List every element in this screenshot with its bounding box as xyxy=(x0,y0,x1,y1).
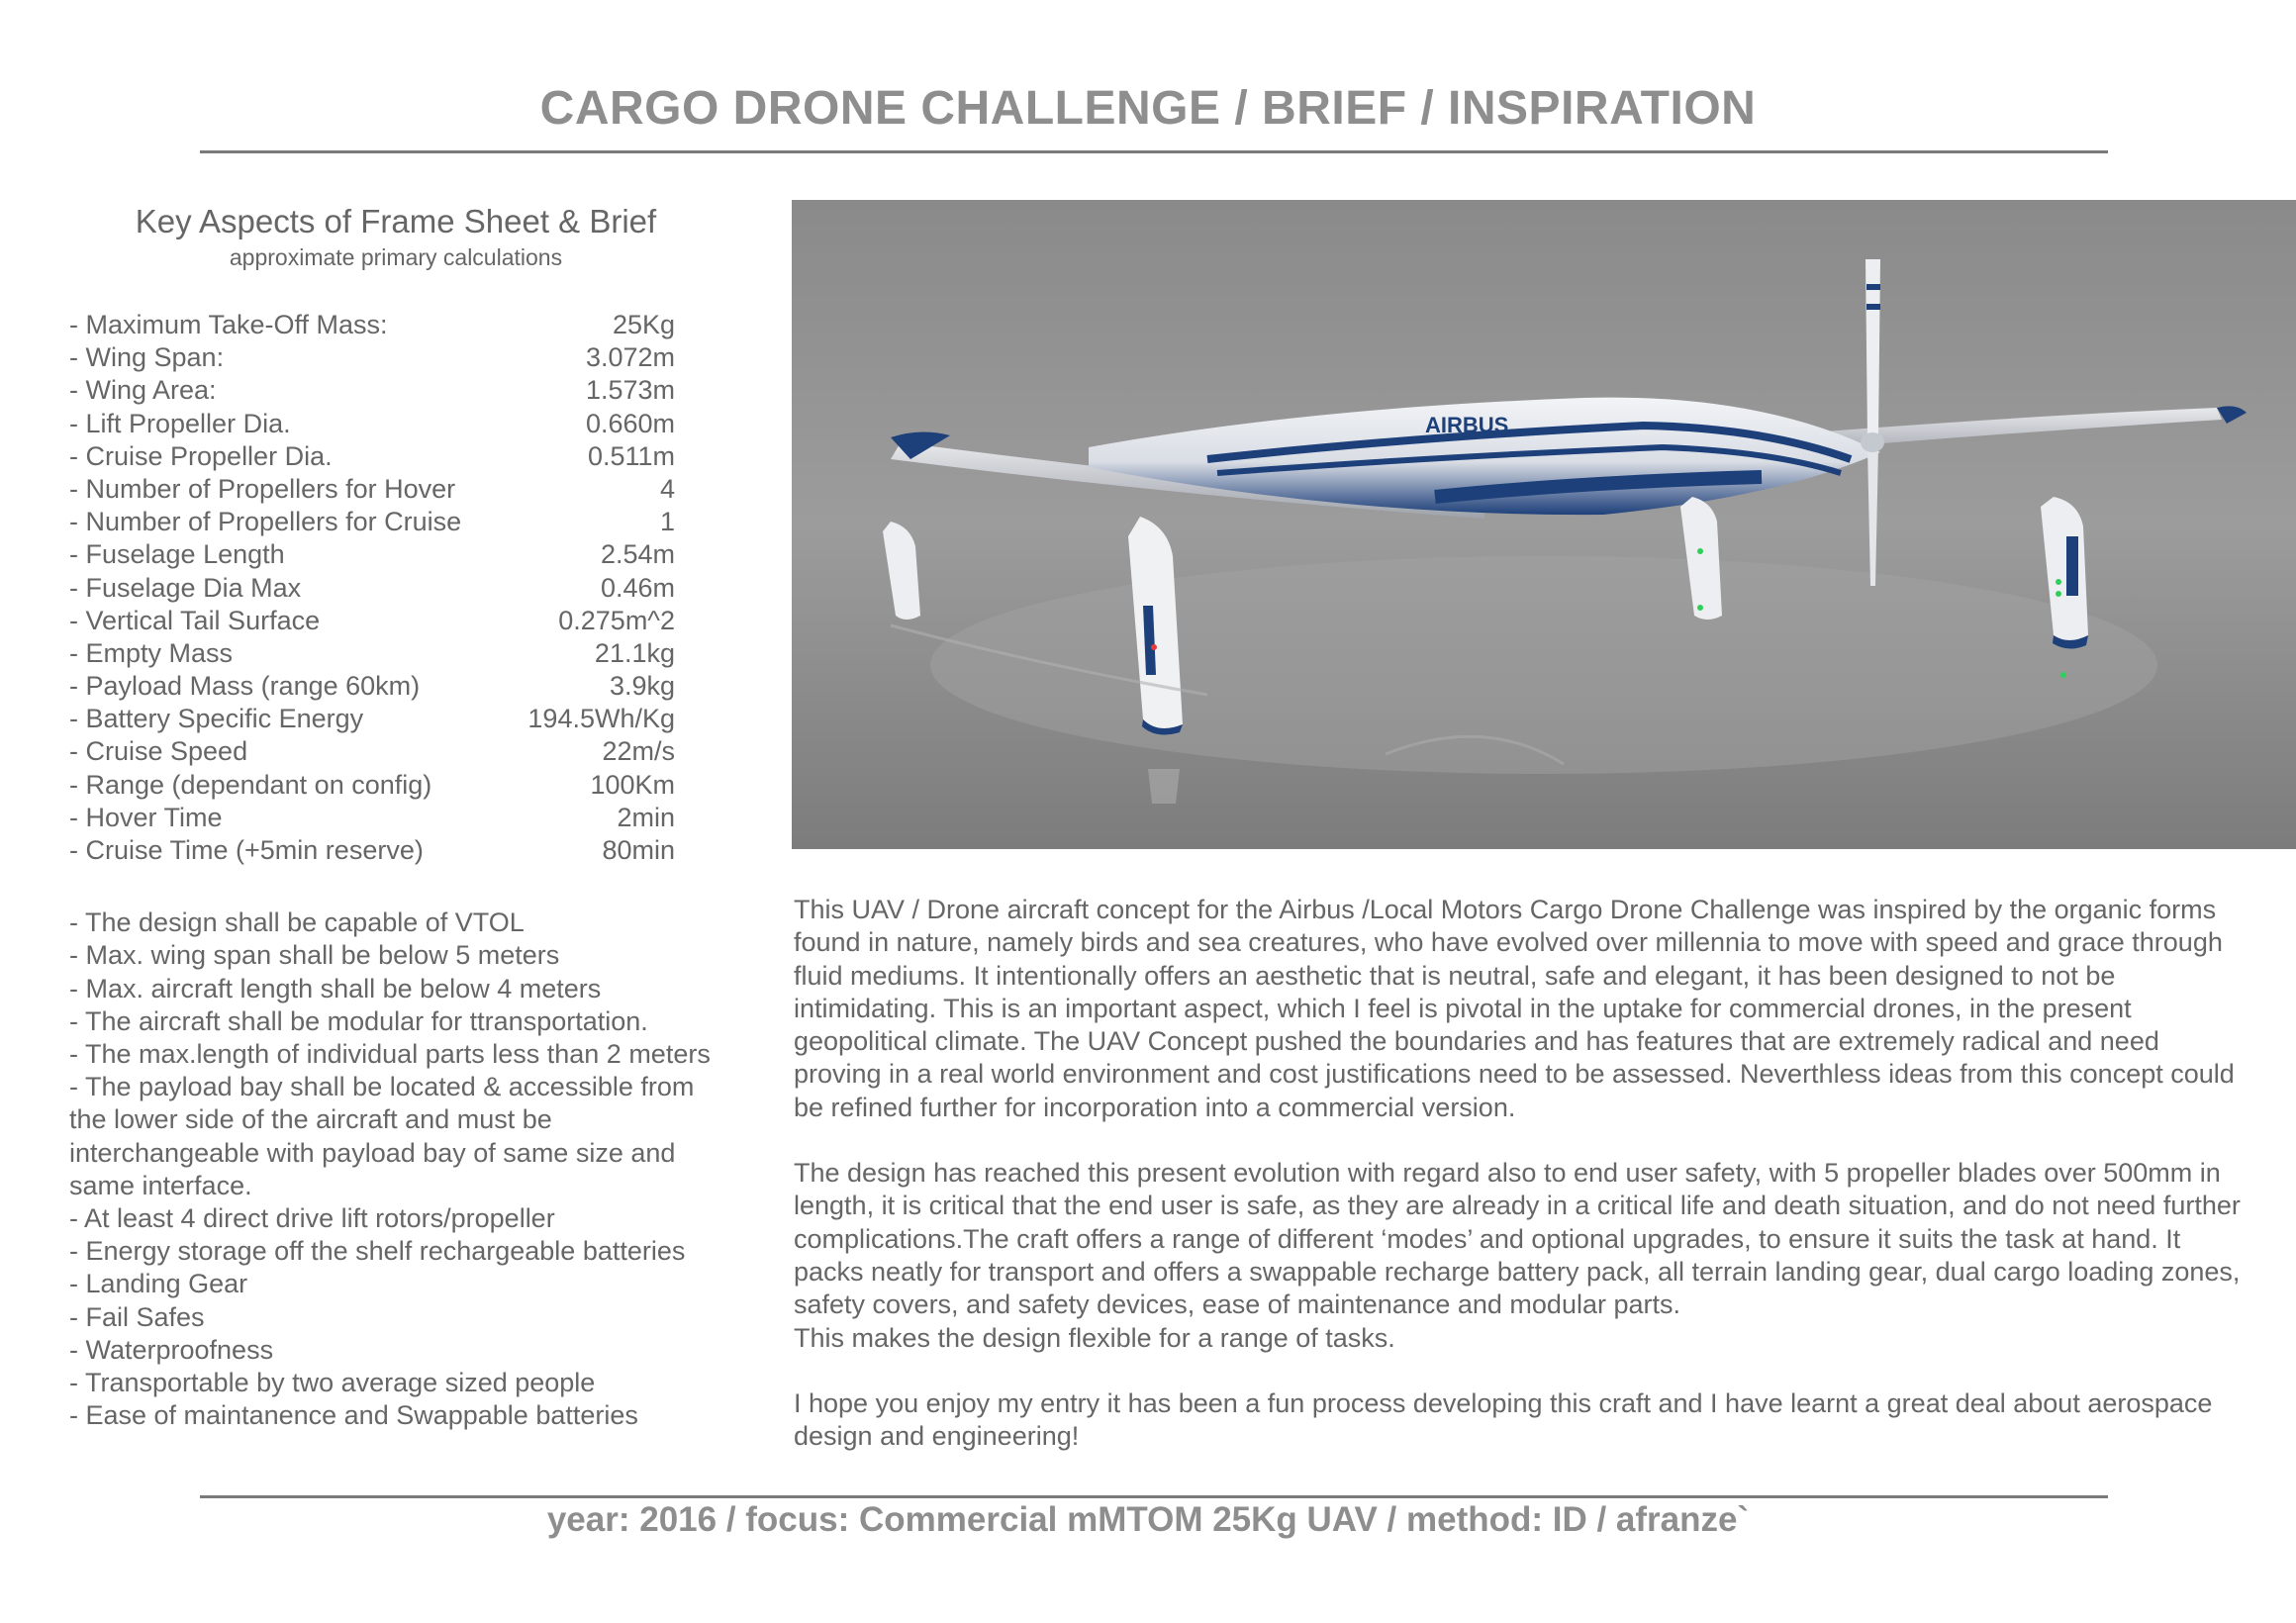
requirement-item: - Ease of maintanence and Swappable batteries xyxy=(69,1400,638,1431)
spec-label: - Number of Propellers for Hover xyxy=(69,473,456,504)
spec-row xyxy=(69,735,722,768)
spec-row xyxy=(69,605,722,637)
inspiration-paragraph: I hope you enjoy my entry it has been a fun process developing this craft and I have learnt a great deal about aerospace design and engineering! xyxy=(794,1387,2213,1452)
footer-caption: year: 2016 / focus: Commercial mMTOM 25Kg UAV / method: ID / afranze` xyxy=(546,1500,1750,1539)
spec-label: - Wing Span: xyxy=(69,342,225,373)
spec-value: 100Km xyxy=(590,769,675,800)
requirement-item: - At least 4 direct drive lift rotors/propeller xyxy=(69,1203,555,1234)
spec-label: - Cruise Time (+5min reserve) xyxy=(69,835,424,865)
requirement-item: - Max. wing span shall be below 5 meters xyxy=(69,940,560,971)
spec-heading: Key Aspects of Frame Sheet & Brief xyxy=(135,203,657,239)
spec-value: 4 xyxy=(659,473,675,504)
spec-label: - Fuselage Length xyxy=(69,539,285,570)
requirement-item: - Max. aircraft length shall be below 4 meters xyxy=(69,973,602,1003)
drone-render-image xyxy=(792,200,2296,849)
requirement-item: - The max.length of individual parts less than 2 meters xyxy=(69,1039,711,1069)
requirements-list xyxy=(69,907,722,1432)
requirement-item: - Fail Safes xyxy=(69,1301,205,1332)
requirement-item: - The design shall be capable of VTOL xyxy=(69,907,525,938)
spec-label: - Cruise Speed xyxy=(69,736,248,767)
inspiration-paragraph: This UAV / Drone aircraft concept for the Airbus /Local Motors Cargo Drone Challenge was inspired by the organic forms found in nature, namely birds and sea creatures, who have evolved over millennia to move with speed and grace through fluid mediums. It intentionally offers an aesthetic that is neutral, safe and elegant, it has been designed to not be intimidating. This is an important aspect, which I feel is pivotal in the uptake for commercial drones, in the present geopolitical climate. The UAV Concept pushed the boundaries and has features that are extremely radical and need proving in a real world environment and cost justifications need to be assessed. Neverthless ideas from this concept could be refined further for incorporation into a commercial version. xyxy=(794,895,2235,1122)
spec-row xyxy=(69,440,722,473)
title-divider xyxy=(200,150,2108,153)
requirement-item: - Transportable by two average sized people xyxy=(69,1368,596,1398)
spec-row xyxy=(69,538,722,571)
spec-row xyxy=(69,769,722,802)
spec-value: 194.5Wh/Kg xyxy=(527,704,675,734)
spec-row xyxy=(69,374,722,407)
spec-value: 2min xyxy=(617,802,675,832)
footer-divider xyxy=(200,1495,2108,1498)
spec-label: - Number of Propellers for Cruise xyxy=(69,507,462,537)
spec-label: - Vertical Tail Surface xyxy=(69,605,321,635)
spec-value: 1 xyxy=(659,507,675,537)
spec-row xyxy=(69,637,722,670)
spec-label: - Fuselage Dia Max xyxy=(69,572,302,603)
spec-label: - Lift Propeller Dia. xyxy=(69,408,291,438)
spec-value: 0.511m xyxy=(587,440,675,471)
spec-value: 80min xyxy=(602,835,675,865)
spec-row xyxy=(69,834,722,867)
spec-row xyxy=(69,341,722,374)
livery-text: AIRBUS xyxy=(1425,413,1509,437)
spec-value: 22m/s xyxy=(602,736,675,767)
spec-row xyxy=(69,572,722,605)
requirement-item: - Energy storage off the shelf rechargeable batteries xyxy=(69,1236,686,1267)
spec-label: - Hover Time xyxy=(69,802,223,832)
spec-value: 0.46m xyxy=(600,572,675,603)
spec-value: 25Kg xyxy=(612,310,675,339)
spec-row xyxy=(69,703,722,735)
requirement-item: - The payload bay shall be located & accessible from the lower side of the aircraft and must be interchangeable with payload bay of same size and same interface. xyxy=(69,1072,695,1200)
spec-subheading: approximate primary calculations xyxy=(229,244,563,270)
spec-label: - Empty Mass xyxy=(69,637,234,668)
spec-row xyxy=(69,473,722,506)
spec-column xyxy=(69,203,722,1432)
spec-label: - Payload Mass (range 60km) xyxy=(69,671,421,702)
page-title: CARGO DRONE CHALLENGE / BRIEF / INSPIRATION xyxy=(539,82,1757,135)
requirement-item: - The aircraft shall be modular for ttransportation. xyxy=(69,1005,648,1036)
spec-value: 0.275m^2 xyxy=(558,605,675,635)
spec-value: 3.072m xyxy=(585,342,675,373)
spec-value: 3.9kg xyxy=(609,671,675,702)
spec-row xyxy=(69,670,722,703)
spec-row xyxy=(69,802,722,834)
spec-row xyxy=(69,408,722,440)
spec-label: - Battery Specific Energy xyxy=(69,704,364,734)
spec-label: - Range (dependant on config) xyxy=(69,769,432,800)
drone-illustration xyxy=(792,200,2296,849)
inspiration-paragraph: The design has reached this present evolution with regard also to end user safety, with 5 propeller blades over 500mm in length, it is critical that the end user is safe, as they are already in a critical life and death situation, and do not need further complications.The craft offers a range of different ‘modes’ and optional upgrades, to ensure it suits the task at hand. It packs neatly for transport and offers a swappable recharge battery pack, all terrain landing gear, dual cargo loading zones, safety covers, and safety devices, ease of maintenance and modular parts. This makes the design flexible for a range of tasks. xyxy=(794,1158,2241,1353)
spec-label: - Cruise Propeller Dia. xyxy=(69,440,333,471)
spec-value: 0.660m xyxy=(585,408,675,438)
spec-label: - Maximum Take-Off Mass: xyxy=(69,310,388,339)
requirement-item: - Waterproofness xyxy=(69,1334,274,1365)
inspiration-text xyxy=(794,894,2248,1485)
spec-list xyxy=(69,309,722,867)
spec-value: 21.1kg xyxy=(594,637,675,668)
spec-value: 2.54m xyxy=(600,539,675,570)
spec-row xyxy=(69,506,722,538)
spec-label: - Wing Area: xyxy=(69,375,217,406)
spec-row xyxy=(69,309,722,341)
requirement-item: - Landing Gear xyxy=(69,1269,248,1299)
spec-value: 1.573m xyxy=(585,375,675,406)
